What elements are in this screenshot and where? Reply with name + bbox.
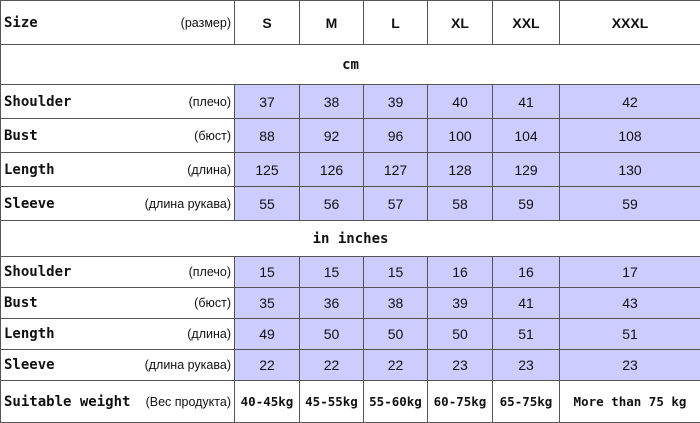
value-cell: 100 bbox=[428, 119, 493, 153]
header-row bbox=[1, 1, 700, 45]
value-cell: 51 bbox=[560, 319, 700, 350]
size-header-m: M bbox=[300, 1, 364, 45]
table-row bbox=[1, 85, 700, 119]
value-cell: 37 bbox=[235, 85, 300, 119]
value-cell: 40 bbox=[428, 85, 493, 119]
row-label: Sleeve bbox=[4, 195, 55, 212]
value-cell: 22 bbox=[364, 350, 428, 381]
value-cell: 125 bbox=[235, 153, 300, 187]
value-cell: 41 bbox=[493, 85, 560, 119]
weight-value-cell: 45-55kg bbox=[300, 381, 364, 423]
section-title-cm: cm bbox=[1, 45, 700, 85]
value-cell: 17 bbox=[560, 257, 700, 288]
value-cell: 57 bbox=[364, 187, 428, 221]
row-label-cell bbox=[1, 257, 235, 288]
row-label-ru: (плечо) bbox=[188, 94, 231, 109]
value-cell: 38 bbox=[300, 85, 364, 119]
value-cell: 41 bbox=[493, 288, 560, 319]
table-row bbox=[1, 319, 700, 350]
row-label: Bust bbox=[4, 127, 38, 144]
value-cell: 126 bbox=[300, 153, 364, 187]
value-cell: 39 bbox=[364, 85, 428, 119]
header-label-cell bbox=[1, 1, 235, 45]
size-header-s: S bbox=[235, 1, 300, 45]
row-label-cell bbox=[1, 350, 235, 381]
row-label-cell bbox=[1, 319, 235, 350]
size-label: Size bbox=[4, 14, 38, 31]
value-cell: 23 bbox=[428, 350, 493, 381]
value-cell: 130 bbox=[560, 153, 700, 187]
weight-value-cell: 40-45kg bbox=[235, 381, 300, 423]
row-label-ru: (длина рукава) bbox=[144, 358, 231, 372]
value-cell: 127 bbox=[364, 153, 428, 187]
value-cell: 16 bbox=[493, 257, 560, 288]
section-title-inches: in inches bbox=[1, 221, 700, 257]
row-label-ru: (бюст) bbox=[194, 128, 231, 143]
weight-value-cell: 55-60kg bbox=[364, 381, 428, 423]
size-header-xxl: XXL bbox=[493, 1, 560, 45]
row-label-ru: (плечо) bbox=[188, 265, 231, 279]
value-cell: 16 bbox=[428, 257, 493, 288]
row-label: Sleeve bbox=[4, 357, 55, 373]
value-cell: 56 bbox=[300, 187, 364, 221]
row-label-cell bbox=[1, 85, 235, 119]
value-cell: 108 bbox=[560, 119, 700, 153]
value-cell: 50 bbox=[300, 319, 364, 350]
row-label-cell bbox=[1, 119, 235, 153]
table-row bbox=[1, 257, 700, 288]
size-header-xl: XL bbox=[428, 1, 493, 45]
row-label: Shoulder bbox=[4, 264, 72, 280]
weight-label-cell bbox=[1, 381, 235, 423]
value-cell: 23 bbox=[560, 350, 700, 381]
row-label-cell bbox=[1, 153, 235, 187]
weight-label-ru: (Вес продукта) bbox=[145, 394, 231, 409]
value-cell: 55 bbox=[235, 187, 300, 221]
value-cell: 129 bbox=[493, 153, 560, 187]
value-cell: 38 bbox=[364, 288, 428, 319]
row-label: Bust bbox=[4, 295, 38, 311]
section-row-inches bbox=[1, 221, 700, 257]
value-cell: 50 bbox=[428, 319, 493, 350]
value-cell: 58 bbox=[428, 187, 493, 221]
value-cell: 36 bbox=[300, 288, 364, 319]
table-row bbox=[1, 119, 700, 153]
weight-value-cell: 65-75kg bbox=[493, 381, 560, 423]
size-label-ru: (размер) bbox=[180, 15, 231, 30]
value-cell: 59 bbox=[560, 187, 700, 221]
value-cell: 49 bbox=[235, 319, 300, 350]
weight-row bbox=[1, 381, 700, 423]
value-cell: 15 bbox=[235, 257, 300, 288]
value-cell: 23 bbox=[493, 350, 560, 381]
value-cell: 15 bbox=[300, 257, 364, 288]
value-cell: 39 bbox=[428, 288, 493, 319]
size-header-l: L bbox=[364, 1, 428, 45]
value-cell: 22 bbox=[235, 350, 300, 381]
row-label-ru: (длина) bbox=[187, 327, 231, 341]
value-cell: 128 bbox=[428, 153, 493, 187]
table-row bbox=[1, 187, 700, 221]
value-cell: 22 bbox=[300, 350, 364, 381]
row-label-ru: (длина) bbox=[187, 162, 231, 177]
row-label-ru: (бюст) bbox=[194, 296, 231, 310]
value-cell: 35 bbox=[235, 288, 300, 319]
weight-label: Suitable weight bbox=[4, 393, 131, 410]
table-row bbox=[1, 288, 700, 319]
weight-value-cell: More than 75 kg bbox=[560, 381, 700, 423]
size-header-xxxl: XXXL bbox=[560, 1, 700, 45]
value-cell: 88 bbox=[235, 119, 300, 153]
table-row bbox=[1, 350, 700, 381]
row-label: Length bbox=[4, 161, 55, 178]
value-cell: 51 bbox=[493, 319, 560, 350]
row-label: Length bbox=[4, 326, 55, 342]
row-label-cell bbox=[1, 187, 235, 221]
value-cell: 104 bbox=[493, 119, 560, 153]
row-label-cell bbox=[1, 288, 235, 319]
row-label-ru: (длина рукава) bbox=[144, 196, 231, 211]
value-cell: 96 bbox=[364, 119, 428, 153]
value-cell: 15 bbox=[364, 257, 428, 288]
section-row-cm bbox=[1, 45, 700, 85]
value-cell: 92 bbox=[300, 119, 364, 153]
weight-value-cell: 60-75kg bbox=[428, 381, 493, 423]
value-cell: 43 bbox=[560, 288, 700, 319]
value-cell: 59 bbox=[493, 187, 560, 221]
table-row bbox=[1, 153, 700, 187]
row-label: Shoulder bbox=[4, 93, 72, 110]
value-cell: 42 bbox=[560, 85, 700, 119]
value-cell: 50 bbox=[364, 319, 428, 350]
